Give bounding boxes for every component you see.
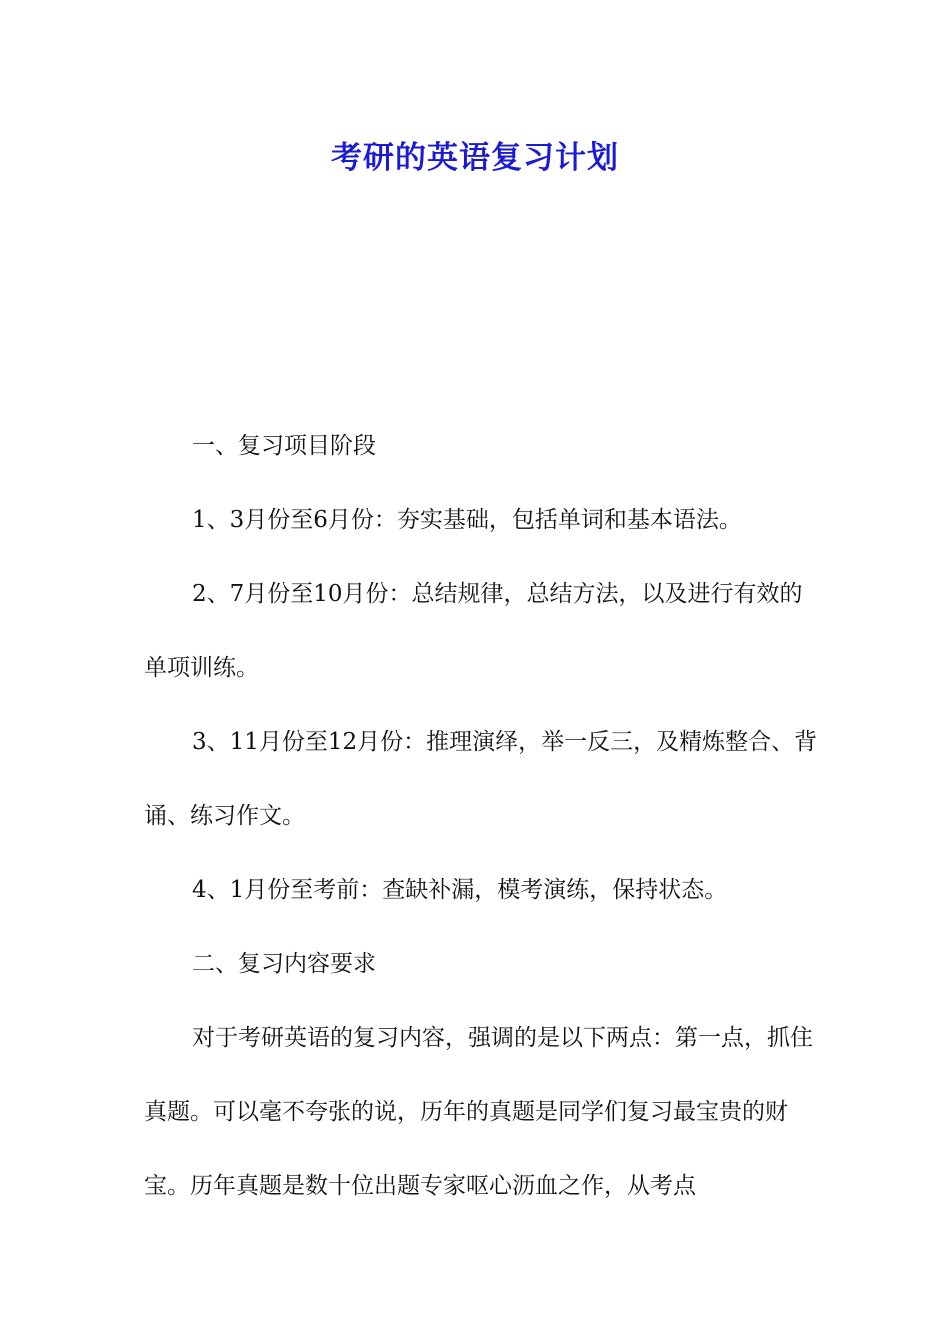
document-body — [144, 409, 824, 1223]
paragraph-stage-2: 2、7月份至10月份：总结规律，总结方法，以及进行有效的单项训练。 — [144, 581, 803, 681]
document-title: 考研的英语复习计划 — [331, 140, 619, 176]
section-heading-content-requirements: 二、复习内容要求 — [192, 951, 376, 977]
paragraph-stage-3: 3、11月份至12月份：推理演绎，举一反三，及精炼整合、背诵、练习作文。 — [144, 729, 818, 829]
section-heading-review-stages: 一、复习项目阶段 — [192, 433, 376, 459]
paragraph-stage-4: 4、1月份至考前：查缺补漏，模考演练，保持状态。 — [192, 877, 728, 903]
paragraph-content-intro: 对于考研英语的复习内容，强调的是以下两点：第一点，抓住真题。可以毫不夸张的说，历年的真题是同学们复习最宝贵的财宝。历年真题是数十位出题专家呕心沥血之作，从考点 — [144, 1025, 813, 1199]
paragraph-stage-1: 1、3月份至6月份：夯实基础，包括单词和基本语法。 — [192, 507, 742, 533]
